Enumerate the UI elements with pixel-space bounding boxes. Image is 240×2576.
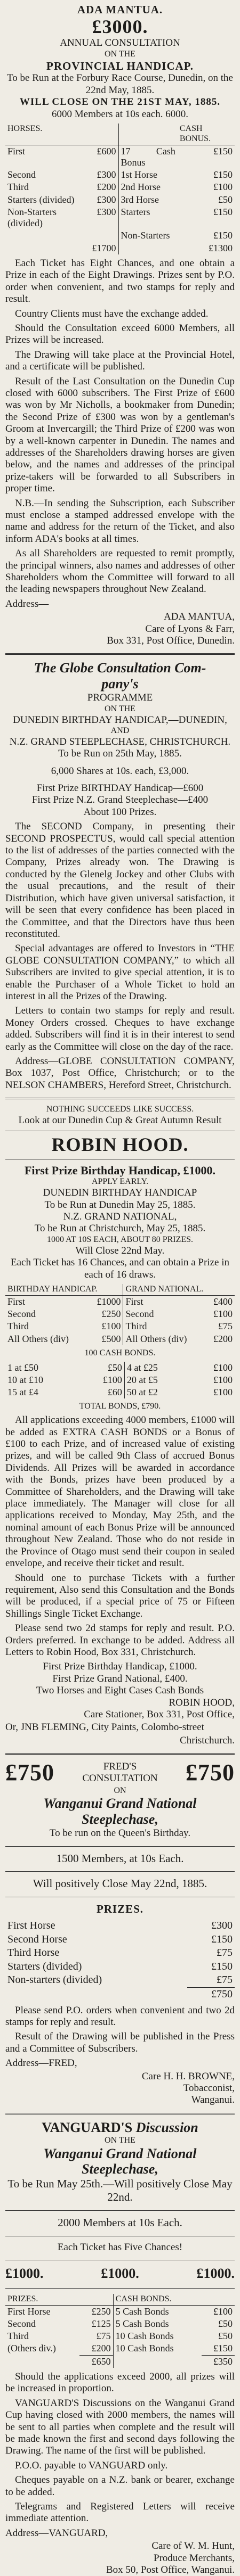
table-row bbox=[5, 194, 235, 206]
table-total-cell: £1300 bbox=[209, 242, 233, 253]
globe-paragraph: Address—GLOBE CONSULTATION COMPANY, Box 1037, Post Office, Christchurch; or to the NELSON CHAMBERS, Hereford Street, Christchurch. bbox=[5, 1055, 235, 1091]
table-cell: Third Horse bbox=[7, 1947, 60, 1959]
robin-event-1-run: To be Run at Dunedin May 25, 1885. bbox=[44, 1199, 196, 1211]
robin-paragraph: Please send two 2d stamps for reply and result. P.O. Orders preferred. In exchange to be added. Address all Letters to Robin Hood, Box 331, Christchurch. bbox=[5, 1623, 235, 1658]
ada-members-line: 6000 Members at 10s each. 6000. bbox=[52, 108, 188, 120]
fred-prize-table bbox=[5, 1919, 235, 2002]
fred-title-1: FRED'S bbox=[103, 1760, 137, 1772]
table-cell bbox=[5, 229, 90, 242]
vanguard-event-line-1: Wanganui Grand National bbox=[43, 2145, 197, 2161]
table-row bbox=[5, 2305, 235, 2318]
fred-run-line: To be run on the Queen's Birthday. bbox=[49, 1828, 191, 1839]
ada-close-line: WILL CLOSE ON THE 21ST MAY, 1885. bbox=[19, 96, 221, 108]
table-cell: £50 bbox=[218, 194, 233, 205]
table-row bbox=[5, 1308, 235, 1320]
ada-paragraph: Country Clients must have the exchange added. bbox=[15, 308, 209, 319]
table-cell: £60 bbox=[107, 1387, 122, 1398]
table-total-cell bbox=[118, 242, 178, 254]
table-cell: First bbox=[7, 1296, 26, 1307]
table-cell: Second bbox=[123, 1308, 205, 1320]
vanguard-event-line-2: Steeplechase, bbox=[82, 2161, 158, 2177]
ada-signature: ADA MANTUA, bbox=[164, 611, 235, 623]
table-cell: £600 bbox=[97, 145, 116, 157]
table-cell: £150 bbox=[211, 1960, 233, 1972]
ada-paragraph: N.B.—In sending the Subscription, each Subscriber must enclose a stamped addressed envelope with the name and address for the return of the Ticket, and also inform ADA's books at all times. bbox=[5, 497, 235, 545]
divider bbox=[5, 1846, 235, 1847]
table-cell: 17 Cash Bonus bbox=[118, 145, 178, 169]
table-total-cell: £650 bbox=[79, 2355, 113, 2368]
vanguard-paragraph: Should the applications exceed 2000, all prizes will be increased in proportion. bbox=[5, 2371, 235, 2394]
table-header-row bbox=[5, 124, 235, 145]
robin-first-prize-2: First Prize Grand National, £400. bbox=[52, 1673, 188, 1684]
table-header-cell: PRIZES. bbox=[5, 2294, 113, 2305]
robin-two-horses: Two Horses and Eight Cases Cash Bonds bbox=[36, 1685, 204, 1697]
table-cell: £100 bbox=[213, 2306, 233, 2317]
table-cell: £50 bbox=[218, 2331, 233, 2342]
ada-mantua-advertisement bbox=[5, 3, 235, 647]
table-row bbox=[5, 1295, 235, 1308]
table-cell: First bbox=[7, 145, 26, 157]
table-cell: 1 at £50 bbox=[7, 1362, 38, 1373]
table-cell: £75 bbox=[217, 1947, 233, 1959]
robin-first-prize: First Prize Birthday Handicap, £1000. bbox=[43, 1661, 197, 1673]
table-total-cell bbox=[113, 2355, 202, 2368]
table-cell: £400 bbox=[213, 1296, 233, 1307]
table-cell: £75 bbox=[218, 1321, 233, 1332]
vanguard-address-line-2: Produce Merchants, bbox=[154, 2552, 235, 2564]
ada-paragraph: Result of the Last Consultation on the Dunedin Cup closed with 6000 subscribers. The First Prize of £600 was won by Mr Nicholls, a bookmaker from Dunedin; the Second Prize of £300 was won by a gentleman's Groom at Invercargill; the Third Prize of £200 was won by a well-known carpenter in Dunedin. The names and addresses of the Shareholders drawing horses are given below, and the names and addresses of the principal prize-takers will be forwarded to all Subscribers in proper time. bbox=[5, 375, 235, 495]
table-cell: £300 bbox=[97, 194, 116, 205]
ada-amount: £3000. bbox=[92, 15, 148, 37]
table-row bbox=[5, 1374, 235, 1386]
table-cell: Second Horse bbox=[7, 1933, 67, 1945]
table-header-cell bbox=[90, 124, 119, 145]
divider bbox=[5, 2288, 235, 2289]
table-cell: £150 bbox=[213, 2343, 233, 2354]
vanguard-address-label: Address—VANGUARD, bbox=[5, 2527, 108, 2539]
table-cell: 10 at £10 bbox=[7, 1374, 43, 1385]
table-row bbox=[5, 1919, 235, 1933]
robin-event-2: N.Z. GRAND NATIONAL, bbox=[63, 1211, 177, 1223]
table-cell: £100 bbox=[213, 1308, 233, 1320]
table-cell: £500 bbox=[101, 1333, 121, 1344]
globe-paragraph: Special advantages are offered to Investors in “THE GLOBE CONSULTATION COMPANY,” to which all Subscribers are invited to give special attention, it is to enable the Purchaser of a Whole Ticket to hold an interest in all the Prizes of the Drawing. bbox=[5, 943, 235, 1002]
table-cell: £100 bbox=[102, 1374, 122, 1385]
table-cell: 10 Cash Bonds bbox=[113, 2330, 202, 2342]
fred-on: ON bbox=[114, 1785, 126, 1795]
table-row bbox=[5, 2342, 235, 2355]
table-total-cell: £1700 bbox=[92, 242, 116, 253]
table-cell: £150 bbox=[213, 230, 233, 241]
table-cell: £100 bbox=[213, 1387, 233, 1398]
robin-event-1: DUNEDIN BIRTHDAY HANDICAP bbox=[43, 1187, 197, 1199]
table-cell: £300 bbox=[211, 1919, 233, 1931]
globe-and: AND bbox=[110, 726, 130, 735]
robin-or-line: Or, JNB FLEMING, City Paints, Colombo-street bbox=[5, 1722, 204, 1733]
globe-consultation-advertisement bbox=[5, 660, 235, 1091]
table-row bbox=[5, 1973, 235, 1987]
table-cell: Third bbox=[7, 1321, 29, 1332]
fred-paragraph: Please send P.O. orders when convenient and two 2d stamps for reply and result. bbox=[5, 2004, 235, 2028]
table-cell: £1000 bbox=[97, 1296, 121, 1307]
fred-prizes-header: PRIZES. bbox=[96, 1903, 144, 1916]
table-row bbox=[5, 1362, 235, 1374]
table-cell: Second bbox=[7, 1308, 36, 1320]
ada-paragraph: The Drawing will take place at the Provincial Hotel, and a certificate will be published. bbox=[5, 349, 235, 373]
fred-event-line-1: Wanganui Grand National bbox=[43, 1796, 197, 1812]
vanguard-tickets: Each Ticket has Five Chances! bbox=[57, 2241, 183, 2253]
ada-run-line: To be Run at the Forbury Race Course, Dunedin, on the 22nd May, 1885. bbox=[7, 72, 233, 96]
table-cell: First Horse bbox=[7, 1919, 55, 1931]
table-header-cell: CASH BONDS. bbox=[113, 2294, 235, 2305]
table-row bbox=[5, 1933, 235, 1947]
globe-members-line: 6,000 Shares at 10s. each, £3,000. bbox=[51, 765, 189, 777]
table-row bbox=[5, 145, 235, 169]
table-cell: £300 bbox=[97, 169, 116, 180]
table-total-row bbox=[5, 242, 235, 254]
table-cell: £100 bbox=[101, 1321, 121, 1332]
table-row bbox=[5, 2318, 235, 2330]
fred-address-line-1: Care H. H. BROWNE, bbox=[141, 2070, 235, 2082]
robin-christchurch: Christchurch. bbox=[180, 1734, 235, 1746]
robin-bonus-table bbox=[5, 1362, 235, 1399]
ada-subtitle-1: ANNUAL CONSULTATION bbox=[60, 37, 180, 49]
table-cell: £100 bbox=[213, 182, 233, 193]
table-total-row bbox=[5, 1987, 235, 2001]
table-cell: £50 bbox=[107, 1362, 122, 1373]
table-header-cell: GRAND NATIONAL. bbox=[123, 1284, 235, 1295]
table-cell: 1st Horse bbox=[118, 169, 178, 181]
robin-total: TOTAL BONDS, £790. bbox=[79, 1402, 161, 1411]
table-cell: £100 bbox=[213, 1362, 233, 1373]
table-cell: £100 bbox=[213, 1374, 233, 1385]
table-cell: Second bbox=[7, 2318, 36, 2330]
table-cell: First Horse bbox=[7, 2306, 51, 2317]
globe-prize-2: First Prize N.Z. Grand Steeplechase—£400 bbox=[31, 794, 209, 806]
table-cell: £150 bbox=[213, 145, 233, 157]
robin-signature: ROBIN HOOD, bbox=[169, 1697, 235, 1708]
globe-title-line-1: The Globe Consultation Com- bbox=[34, 660, 206, 676]
table-total-cell: £750 bbox=[187, 1987, 235, 2001]
robin-apply: APPLY EARLY. bbox=[91, 1177, 149, 1187]
robin-title: ROBIN HOOD. bbox=[51, 1134, 189, 1156]
table-cell: All Others (div) bbox=[123, 1333, 205, 1345]
table-cell: £75 bbox=[217, 1974, 233, 1986]
vanguard-address-line-1: Care of W. M. Hunt, bbox=[151, 2540, 235, 2552]
table-cell: First bbox=[123, 1295, 205, 1308]
ada-paragraph: As all Shareholders are requested to remit promptly, the principal winners, also names and addresses of other Shareholders whom the Committee will forward to all the leading newspapers throughout New Zealand. bbox=[5, 548, 235, 595]
fred-left-amount: £750 bbox=[5, 1759, 54, 1786]
table-cell: Third bbox=[7, 2331, 29, 2342]
globe-event-2: N.Z. GRAND STEEPLECHASE, CHRISTCHURCH. bbox=[9, 736, 231, 747]
vanguard-on-the: ON THE bbox=[105, 2135, 135, 2145]
vanguard-discussion-advertisement bbox=[5, 2120, 235, 2576]
vanguard-title bbox=[5, 2120, 235, 2136]
table-header-cell: BIRTHDAY HANDICAP. bbox=[5, 1284, 123, 1295]
table-row bbox=[5, 169, 235, 181]
table-cell: 20 at £5 bbox=[124, 1374, 190, 1386]
table-cell: Non-starters (divided) bbox=[7, 1974, 102, 1986]
table-row bbox=[5, 1386, 235, 1398]
vanguard-title-strong: VANGUARD'S bbox=[42, 2119, 133, 2135]
divider bbox=[5, 2210, 235, 2211]
globe-run-line: To be Run on 25th May, 1885. bbox=[58, 748, 182, 760]
vanguard-prize-table bbox=[5, 2294, 235, 2368]
table-row bbox=[5, 181, 235, 193]
table-cell: Third bbox=[7, 182, 29, 193]
robin-event-2-run: To be Run at Christchurch, May 25, 1885. bbox=[34, 1223, 206, 1234]
robin-run-about: 1000 AT 10S EACH, ABOUT 80 PRIZES. bbox=[46, 1234, 194, 1244]
ada-address-label: Address— bbox=[5, 598, 49, 610]
robin-signature-address: Care Stationer, Box 331, Post Office, bbox=[84, 1708, 235, 1720]
table-row bbox=[5, 229, 235, 242]
table-row bbox=[5, 206, 235, 229]
globe-paragraph: The SECOND Company, in presenting their SECOND PROSPECTUS, would call special attention to the list of addresses of the parties connected with the Company, Prizes already won. The Drawing is conducted by the Glenelg Jockey and other Clubs with the usual precautions, and the result of their Distribution, which have given universal satisfaction, it will be seen that every confidence has been placed in the Committee, and that the Directors have thus been reconstituted. bbox=[5, 821, 235, 940]
robin-notice-2: Look at our Dunedin Cup & Great Autumn Result bbox=[18, 1115, 222, 1126]
table-cell: £300 bbox=[97, 206, 116, 217]
globe-prize-1: First Prize BIRTHDAY Handicap—£600 bbox=[36, 783, 204, 794]
table-row bbox=[5, 1320, 235, 1332]
table-row bbox=[5, 1333, 235, 1345]
table-cell: £250 bbox=[91, 2306, 111, 2317]
table-header-row bbox=[5, 2294, 235, 2305]
ada-paragraph: Should the Consultation exceed 6000 Members, all Prizes will be increased. bbox=[5, 322, 235, 346]
vanguard-paragraph: Telegrams and Registered Letters will receive immediate attention. bbox=[5, 2501, 235, 2524]
table-cell: Non-Starters bbox=[118, 229, 178, 242]
globe-event-1: DUNEDIN BIRTHDAY HANDICAP,—DUNEDIN, bbox=[13, 714, 227, 726]
table-cell: Non-Starters (divided) bbox=[7, 206, 57, 229]
fred-address-label: Address—FRED, bbox=[5, 2057, 77, 2069]
table-cell: £250 bbox=[101, 1308, 121, 1320]
table-cell: Starters (divided) bbox=[7, 1960, 82, 1972]
fred-header-row bbox=[5, 1760, 235, 1785]
vanguard-run-line: To be Run May 25th.—Will positively Close May 22nd. bbox=[7, 2177, 233, 2204]
fred-title-2: CONSULTATION bbox=[82, 1773, 158, 1784]
table-total-row bbox=[5, 2355, 235, 2368]
globe-programme: PROGRAMME bbox=[87, 692, 153, 704]
vanguard-members-line: 2000 Members at 10s Each. bbox=[58, 2216, 182, 2229]
globe-title-line-2: pany's bbox=[101, 676, 139, 692]
table-cell: £200 bbox=[97, 182, 116, 193]
robin-hood-advertisement bbox=[5, 1105, 235, 1747]
table-cell: (Others div.) bbox=[7, 2343, 56, 2354]
table-row bbox=[5, 1960, 235, 1974]
table-cell: £200 bbox=[91, 2343, 111, 2354]
robin-paragraph: All applications exceeding 4000 members, £1000 will be added as EXTRA CASH BONDS or a Bonus of £100 to each Prize, and of increased value of existing prizes, and will be called 9th Class of accrued Bonus Dividends. All Prizes will be awarded in accordance with the Bonds, prizes have been produced by a Committee of Shareholders, and the Drawing will take place immediately. The Manager will close for all applications received to Monday, May 25th, and the nominal amount of each Bonus Prize will be announced throughout New Zealand. Those who do not reside in the Province of Otago must send their coupon in sealed envelope, and receive their ticket and result. bbox=[5, 1414, 235, 1569]
ada-prize-table bbox=[5, 124, 235, 254]
table-cell: £150 bbox=[211, 1933, 233, 1945]
vanguard-amount: £1000. bbox=[101, 2266, 139, 2282]
table-cell: £200 bbox=[213, 1333, 233, 1344]
table-cell: 10 Cash Bonds bbox=[113, 2342, 202, 2355]
fred-close-line: Will positively Close May 22nd, 1885. bbox=[33, 1877, 207, 1890]
robin-tickets: Each Ticket has 16 Chances, and can obtain a Prize in each of 16 draws. bbox=[11, 1257, 229, 1280]
fred-address-line-2: Tobacconist, bbox=[183, 2082, 235, 2094]
vanguard-amount: £1000. bbox=[196, 2266, 235, 2282]
table-cell: Third bbox=[123, 1320, 205, 1332]
table-cell: 4 at £25 bbox=[124, 1362, 190, 1374]
fred-address-line-3: Wanganui. bbox=[191, 2094, 235, 2106]
robin-prize-table bbox=[5, 1284, 235, 1345]
table-header-cell: HORSES. bbox=[5, 124, 90, 145]
robin-cash-bonus: 100 CASH BONDS. bbox=[84, 1348, 156, 1357]
table-cell: 50 at £2 bbox=[124, 1386, 190, 1398]
vanguard-paragraph: Cheques payable on a N.Z. bank or bearer, exchange to be added. bbox=[5, 2474, 235, 2498]
table-row bbox=[5, 2330, 235, 2342]
table-cell: Second bbox=[7, 169, 36, 180]
robin-close: Will Close 22nd May. bbox=[75, 1245, 165, 1256]
vanguard-amount-row bbox=[5, 2266, 235, 2282]
table-header-row bbox=[5, 1284, 235, 1295]
table-cell: £150 bbox=[213, 169, 233, 180]
vanguard-title-rest: Discussion bbox=[135, 2119, 198, 2135]
freds-consultation-advertisement bbox=[5, 1760, 235, 2106]
table-cell: £125 bbox=[91, 2318, 111, 2330]
table-cell: 2nd Horse bbox=[118, 181, 178, 193]
divider bbox=[5, 1871, 235, 1872]
table-row bbox=[5, 1946, 235, 1960]
vanguard-address-line-3: Box 50, Post Office, Wanganui. bbox=[106, 2564, 235, 2576]
vanguard-paragraph: P.O.O. payable to VANGUARD only. bbox=[15, 2459, 168, 2471]
robin-notice-1: NOTHING SUCCEEDS LIKE SUCCESS. bbox=[46, 1105, 194, 1114]
table-cell bbox=[90, 229, 119, 242]
table-cell: £75 bbox=[96, 2331, 111, 2342]
globe-paragraph: Letters to contain two stamps for reply and result. Money Orders crossed. Cheques to have exchange added. Subscribers will find it is in their interest to send early as the Committee will close on the day of the race. bbox=[5, 1005, 235, 1052]
table-total-cell: £350 bbox=[202, 2355, 235, 2368]
ada-address-line-2: Box 331, Post Office, Dunedin. bbox=[107, 635, 235, 647]
table-cell: 15 at £4 bbox=[7, 1387, 38, 1398]
ada-subtitle-3: PROVINCIAL HANDICAP. bbox=[46, 59, 194, 72]
table-cell: £50 bbox=[218, 2318, 233, 2330]
ada-paragraph: Each Ticket has Eight Chances, and one obtain a Prize in each of the Eight Drawings. Prizes sent by P.O. order when convenient, and two stamps for reply and result. bbox=[5, 257, 235, 305]
table-cell: 3rd Horse bbox=[118, 194, 178, 206]
fred-paragraph: Result of the Drawing will be published in the Press and a Committee of Subscribers. bbox=[5, 2031, 235, 2054]
ada-subtitle-2: ON THE bbox=[105, 49, 135, 59]
ada-address-line-1: Care of Lyons & Farr, bbox=[145, 623, 235, 635]
section-divider bbox=[5, 1098, 235, 1099]
section-divider bbox=[5, 1753, 235, 1755]
fred-members-line: 1500 Members, at 10s Each. bbox=[56, 1851, 184, 1865]
fred-event-line-2: Steeplechase, bbox=[82, 1812, 158, 1828]
table-cell: 5 Cash Bonds bbox=[113, 2305, 202, 2318]
robin-paragraph: Should one to purchase Tickets with a further requirement, Also send this Consultation and the Bonds will be produced, if a special price of 75 or Fifteen Shillings Single Ticket Exchange. bbox=[5, 1572, 235, 1619]
table-header-cell bbox=[118, 124, 178, 145]
section-divider bbox=[5, 2113, 235, 2114]
table-cell: £150 bbox=[213, 206, 233, 217]
table-cell: All Others (div) bbox=[7, 1333, 69, 1344]
fred-right-amount: £750 bbox=[186, 1759, 235, 1786]
table-cell: 5 Cash Bonds bbox=[113, 2318, 202, 2330]
globe-about: About 100 Prizes. bbox=[83, 806, 157, 818]
globe-on-the: ON THE bbox=[105, 704, 135, 713]
vanguard-paragraph: VANGUARD'S Discussions on the Wanganui Grand Cup having closed with 2000 members, the names will be sent to all parties when complete and the result will be made known the first and second days following the Drawing. The name of the first will be published. bbox=[5, 2397, 235, 2457]
section-divider bbox=[5, 653, 235, 655]
vanguard-amount: £1000. bbox=[5, 2266, 44, 2282]
robin-prize-line: First Prize Birthday Handicap, £1000. bbox=[24, 1164, 216, 1178]
table-cell: Starters (divided) bbox=[7, 194, 75, 205]
table-header-cell: CASH BONUS. bbox=[178, 124, 235, 145]
ada-title: ADA MANTUA. bbox=[77, 3, 163, 16]
table-cell: Starters bbox=[118, 206, 178, 229]
